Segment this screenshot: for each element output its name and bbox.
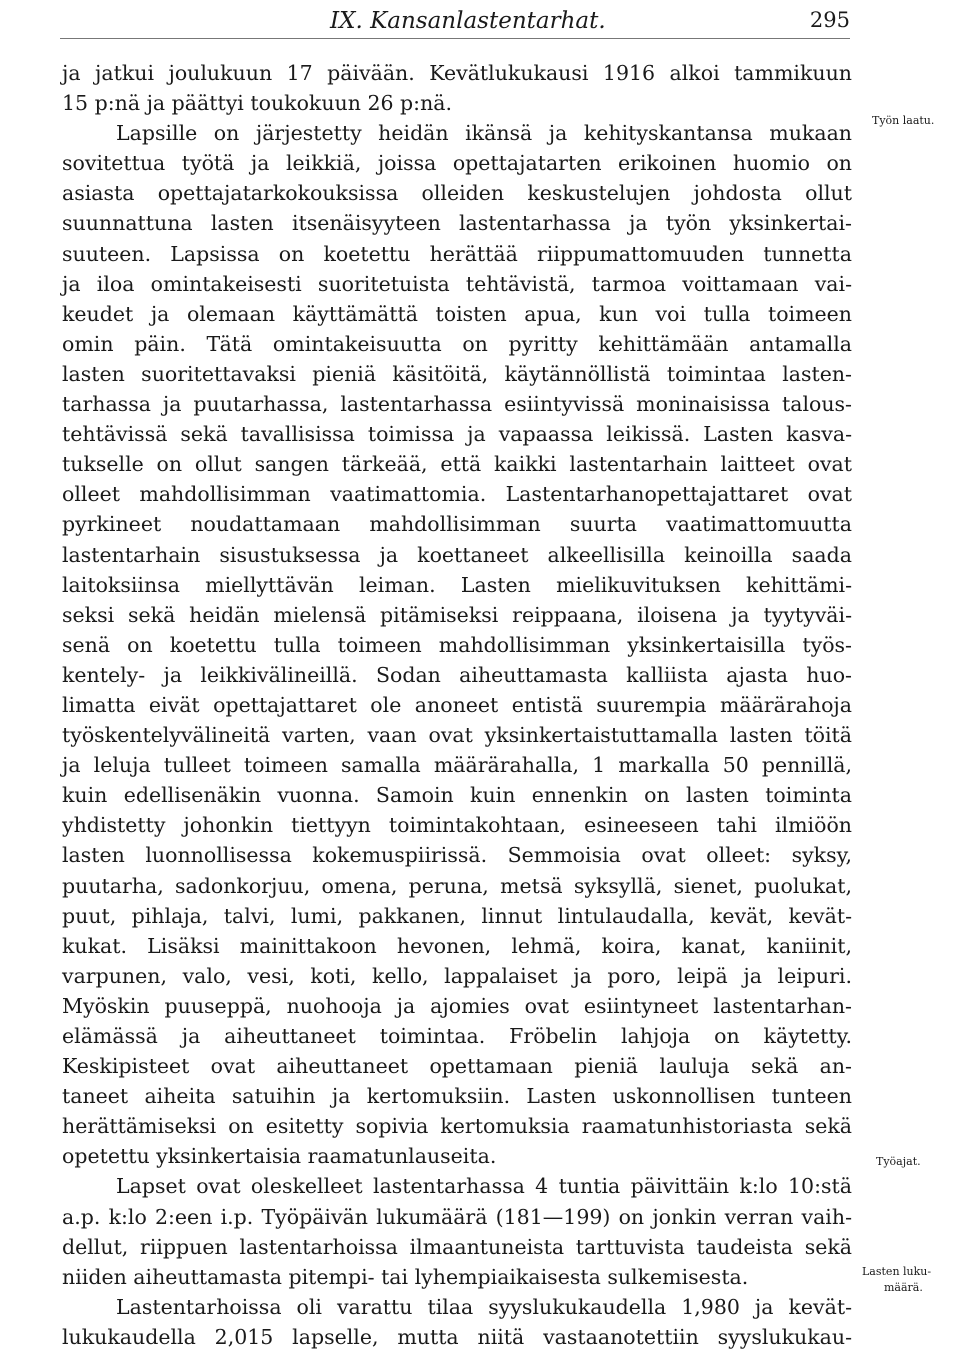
text-line: elämässä ja aiheuttaneet toimintaa. Fröbelin lahjoja on käytetty. bbox=[62, 1024, 852, 1048]
text-line: herättämiseksi on esitetty sopivia kertomuksia raamatunhistoriasta sekä bbox=[62, 1114, 852, 1139]
text-line: ja jatkui joulukuun 17 päivään. Kevätlukukausi 1916 alkoi tammikuun bbox=[62, 61, 852, 85]
text-line: omin päin. Tätä omintakeisuutta on pyritty kehittämään antamalla bbox=[62, 331, 852, 356]
text-line: a.p. k:lo 2:een i.p. Työpäivän lukumäärä (181—199) on jonkin verran vaih- bbox=[62, 1204, 852, 1229]
running-header bbox=[330, 8, 850, 38]
text-line: yhdistetty johonkin tiettyyn toimintakohtaan, esineeseen tahi ilmiöön bbox=[62, 813, 852, 838]
text-line: varpunen, valo, vesi, koti, kello, lappalaiset ja poro, leipä ja leipuri. bbox=[62, 963, 852, 988]
header-rule bbox=[60, 38, 850, 39]
chapter-title: IX. Kansanlastentarhat. bbox=[330, 8, 606, 34]
text-line: suuteen. Lapsissa on koetettu herättää riippumattomuuden tunnetta bbox=[62, 241, 852, 266]
text-line: kukat. Lisäksi mainittakoon hevonen, lehmä, koira, kanat, kaniinit, bbox=[62, 933, 852, 958]
text-line: olleet mahdollisimman vaatimattomia. Lastentarhanopettajattaret ovat bbox=[62, 482, 852, 507]
text-line: dellut, riippuen lastentarhoissa ilmaantuneista tarttuvista taudeista sekä bbox=[62, 1234, 852, 1259]
margin-note-tyon-laatu: Työn laatu. bbox=[872, 114, 935, 127]
text-line: sovitettua työtä ja leikkiä, joissa opettajatarten erikoinen huomio on bbox=[62, 151, 852, 176]
text-line: puutarha, sadonkorjuu, omena, peruna, metsä syksyllä, sienet, puolukat, bbox=[62, 873, 852, 898]
text-line: Lapset ovat oleskelleet lastentarhassa 4 tuntia päivittäin k:lo 10:stä bbox=[116, 1174, 852, 1199]
text-line: Myöskin puuseppä, nuohooja ja ajomies ovat esiintyneet lastentarhan- bbox=[62, 993, 852, 1018]
text-line: taneet aiheita satuihin ja kertomuksiin. Lasten uskonnollisen tunteen bbox=[62, 1084, 852, 1109]
text-line: lasten suoritettavaksi pieniä käsitöitä, käytännöllistä toimintaa lasten- bbox=[62, 361, 852, 386]
text-line: laitoksiinsa miellyttävän leiman. Lasten mielikuvituksen kehittämi- bbox=[62, 572, 852, 597]
text-line: kentely- ja leikkivälineillä. Sodan aiheuttamasta kalliista ajasta huo- bbox=[62, 662, 852, 687]
text-line: tehtävissä sekä tavallisissa toimissa ja vapaassa leikissä. Lasten kasva- bbox=[62, 422, 852, 447]
text-line: ja iloa omintakeisesti suoritetuista tehtävistä, tarmoa voittamaan vai- bbox=[62, 271, 852, 296]
text-line: keudet ja olemaan käyttämättä toisten apua, kun voi tulla toimeen bbox=[62, 301, 852, 326]
text-line: 15 p:nä ja päättyi toukokuun 26 p:nä. bbox=[62, 91, 453, 116]
text-line: kuin edellisenäkin vuonna. Samoin kuin ennenkin on lasten toiminta bbox=[62, 783, 852, 808]
margin-note-tyoajat: Työajat. bbox=[876, 1155, 921, 1168]
text-line: niiden aiheuttamasta pitempi- tai lyhempiaikaisesta sulkemisesta. bbox=[62, 1264, 749, 1289]
page-number: 295 bbox=[809, 8, 850, 32]
text-line: lasten luonnollisessa kokemuspiirissä. Semmoisia ovat olleet: syksy, bbox=[62, 843, 852, 868]
body-text bbox=[62, 58, 852, 1352]
text-line: opetettu yksinkertaisia raamatunlauseita. bbox=[62, 1144, 497, 1169]
text-line: lastentarhain sisustuksessa ja koettaneet alkeellisilla keinoilla saada bbox=[62, 542, 852, 567]
text-line: tukselle on ollut sangen tärkeää, että kaikki lastentarhain laitteet ovat bbox=[62, 452, 852, 477]
text-line: työskentelyvälineitä varten, vaan ovat yksinkertaistuttamalla lasten töitä bbox=[62, 723, 852, 748]
text-line: senä on koetettu tulla toimeen mahdollisimman yksinkertaisilla työs- bbox=[62, 632, 852, 657]
text-line: Keskipisteet ovat aiheuttaneet opettamaan pieniä lauluja sekä an- bbox=[62, 1054, 852, 1079]
text-line: puut, pihlaja, talvi, lumi, pakkanen, linnut lintulaudalla, kevät, kevät- bbox=[62, 903, 852, 928]
text-line: limatta eivät opettajattaret ole anoneet entistä suurempia määrärahoja bbox=[62, 692, 852, 717]
text-line: seksi sekä heidän mielensä pitämiseksi reippaana, iloisena ja tyytyväi- bbox=[62, 602, 852, 627]
text-line: suunnattuna lasten itsenäisyyteen lastentarhassa ja työn yksinkertai- bbox=[62, 211, 852, 236]
margin-note-lasten-lukumaara-1: Lasten luku- bbox=[862, 1265, 932, 1278]
text-line: asiasta opettajatarkokouksissa olleiden keskustelujen johdosta ollut bbox=[62, 181, 852, 206]
text-line: lukukaudella 2,015 lapselle, mutta niitä vastaanotettiin syyslukukau- bbox=[62, 1324, 852, 1349]
margin-note-lasten-lukumaara-2: määrä. bbox=[884, 1281, 923, 1294]
text-line: tarhassa ja puutarhassa, lastentarhassa esiintyvissä moninaisissa talous- bbox=[62, 392, 852, 417]
text-line: Lapsille on järjestetty heidän ikänsä ja kehityskantansa mukaan bbox=[116, 121, 852, 146]
text-line: Lastentarhoissa oli varattu tilaa syyslukukaudella 1,980 ja kevät- bbox=[116, 1294, 852, 1319]
text-line: pyrkineet noudattamaan mahdollisimman suurta vaatimattomuutta bbox=[62, 512, 852, 537]
text-line: ja leluja tulleet toimeen samalla määrärahalla, 1 markalla 50 pennillä, bbox=[62, 753, 852, 778]
